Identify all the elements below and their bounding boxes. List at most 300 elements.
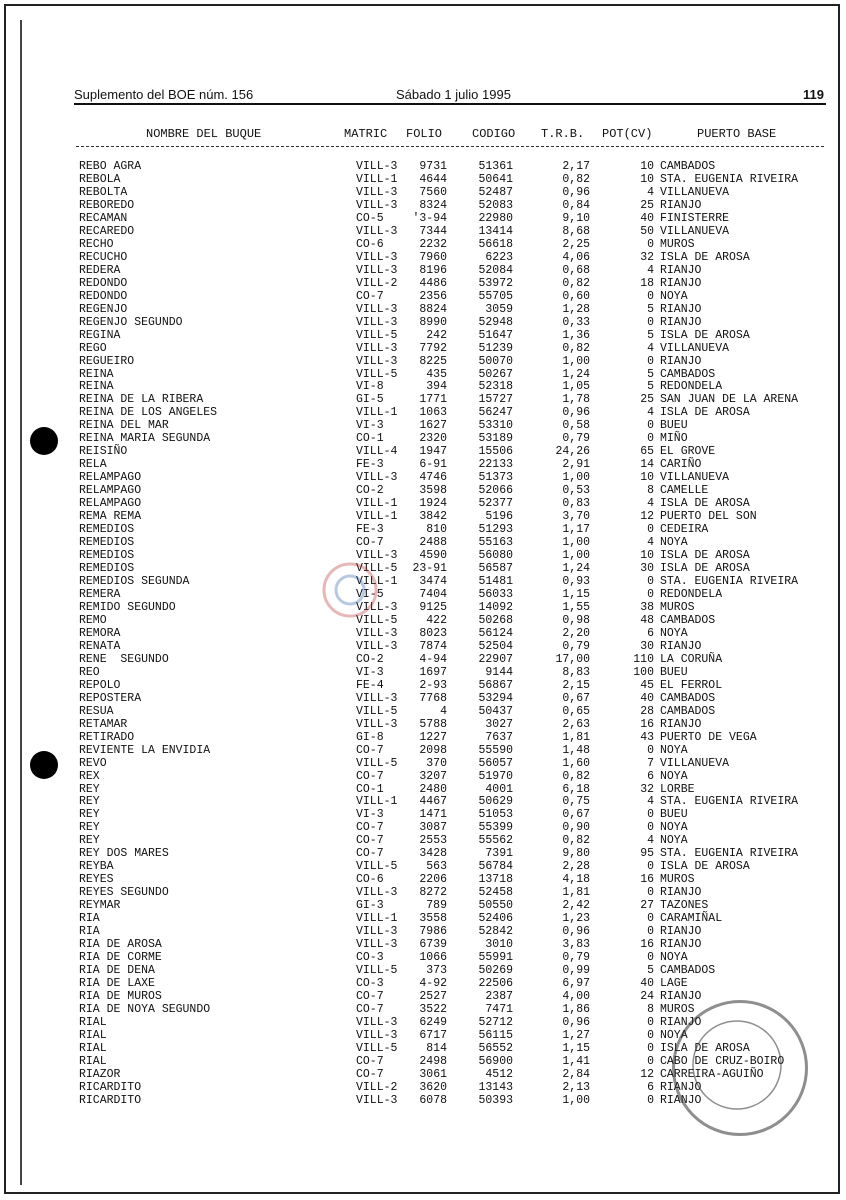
cell-codigo: 3059 bbox=[485, 302, 513, 316]
cell-trb: 0,79 bbox=[562, 639, 590, 653]
cell-port: NOYA bbox=[660, 626, 688, 640]
cell-trb: 2,91 bbox=[562, 458, 590, 472]
table-row bbox=[0, 886, 846, 899]
cell-matric: VILL-1 bbox=[356, 510, 398, 524]
table-row bbox=[0, 653, 846, 666]
cell-pot: 0 bbox=[647, 432, 654, 446]
cell-folio: 4-94 bbox=[419, 652, 447, 666]
cell-folio: 1771 bbox=[419, 393, 447, 407]
cell-name: REMEDIOS bbox=[79, 549, 135, 563]
cell-name: RIA DE LAXE bbox=[79, 977, 155, 991]
cell-folio: 2498 bbox=[419, 1054, 447, 1068]
cell-codigo: 50393 bbox=[478, 1093, 513, 1107]
cell-matric: VILL-3 bbox=[356, 471, 398, 485]
cell-trb: 1,00 bbox=[562, 1093, 590, 1107]
cell-codigo: 15506 bbox=[478, 445, 513, 459]
cell-port: RIANJO bbox=[660, 315, 702, 329]
cell-name: REDERA bbox=[79, 263, 121, 277]
cell-name: REY bbox=[79, 808, 100, 822]
cell-port: BUEU bbox=[660, 665, 688, 679]
cell-codigo: 56784 bbox=[478, 860, 513, 874]
cell-codigo: 52083 bbox=[478, 198, 513, 212]
cell-folio: 3087 bbox=[419, 821, 447, 835]
cell-name: REBOREDO bbox=[79, 198, 135, 212]
cell-matric: VILL-3 bbox=[356, 1093, 398, 1107]
cell-pot: 40 bbox=[640, 691, 654, 705]
column-header-name: NOMBRE DEL BUQUE bbox=[146, 127, 262, 141]
cell-trb: 2,84 bbox=[562, 1067, 590, 1081]
cell-name: RIAL bbox=[79, 1015, 107, 1029]
cell-trb: 17,00 bbox=[555, 652, 590, 666]
cell-codigo: 4001 bbox=[485, 782, 513, 796]
cell-name: REY DOS MARES bbox=[79, 847, 169, 861]
cell-trb: 1,00 bbox=[562, 536, 590, 550]
cell-codigo: 9144 bbox=[485, 665, 513, 679]
table-row bbox=[0, 808, 846, 821]
cell-folio: 2488 bbox=[419, 536, 447, 550]
cell-folio: 2320 bbox=[419, 432, 447, 446]
cell-trb: 2,63 bbox=[562, 717, 590, 731]
cell-port: EL FERROL bbox=[660, 678, 723, 692]
cell-name: RELAMPAGO bbox=[79, 471, 142, 485]
cell-matric: VILL-3 bbox=[356, 691, 398, 705]
cell-trb: 0,84 bbox=[562, 198, 590, 212]
cell-folio: 4746 bbox=[419, 471, 447, 485]
cell-codigo: 52842 bbox=[478, 925, 513, 939]
cell-folio: 7404 bbox=[419, 587, 447, 601]
cell-port: NOYA bbox=[660, 743, 688, 757]
cell-pot: 24 bbox=[640, 990, 654, 1003]
cell-port: CAMBADOS bbox=[660, 613, 716, 627]
table-row bbox=[0, 705, 846, 718]
cell-folio: 4644 bbox=[419, 172, 447, 186]
cell-matric: VILL-1 bbox=[356, 406, 398, 420]
cell-name: REMEDIOS bbox=[79, 536, 135, 550]
cell-trb: 1,23 bbox=[562, 912, 590, 926]
cell-pot: 5 bbox=[647, 964, 654, 978]
cell-name: REDONDO bbox=[79, 276, 128, 290]
cell-matric: VILL-5 bbox=[356, 562, 398, 576]
cell-name: REPOSTERA bbox=[79, 691, 142, 705]
cell-trb: 1,27 bbox=[562, 1028, 590, 1042]
cell-matric: VILL-3 bbox=[356, 600, 398, 614]
cell-port: VILLANUEVA bbox=[660, 224, 730, 238]
cell-pot: 10 bbox=[640, 160, 654, 173]
cell-port: VILLANUEVA bbox=[660, 471, 730, 485]
table-row bbox=[0, 173, 846, 186]
cell-trb: 0,53 bbox=[562, 484, 590, 498]
table-row bbox=[0, 873, 846, 886]
table-row bbox=[0, 821, 846, 834]
cell-folio: 3842 bbox=[419, 510, 447, 524]
cell-matric: VILL-5 bbox=[356, 328, 398, 342]
cell-trb: 1,60 bbox=[562, 756, 590, 770]
cell-folio: 1924 bbox=[419, 497, 447, 511]
cell-folio: 2098 bbox=[419, 743, 447, 757]
cell-pot: 28 bbox=[640, 704, 654, 718]
cell-port: STA. EUGENIA RIVEIRA bbox=[660, 172, 799, 186]
cell-trb: 0,82 bbox=[562, 341, 590, 355]
cell-folio: 1063 bbox=[419, 406, 447, 420]
cell-name: REYBA bbox=[79, 860, 114, 874]
cell-matric: VI-8 bbox=[356, 380, 384, 394]
table-row bbox=[0, 834, 846, 847]
cell-port: RIANJO bbox=[660, 276, 702, 290]
cell-name: REINA DE LOS ANGELES bbox=[79, 406, 218, 420]
cell-folio: 2553 bbox=[419, 834, 447, 848]
cell-port: CAMBADOS bbox=[660, 691, 716, 705]
cell-pot: 0 bbox=[647, 821, 654, 835]
cell-port: ISLA DE AROSA bbox=[660, 860, 750, 874]
cell-pot: 95 bbox=[640, 847, 654, 861]
cell-folio: 6739 bbox=[419, 938, 447, 952]
cell-folio: 8196 bbox=[419, 263, 447, 277]
cell-port: CAMBADOS bbox=[660, 704, 716, 718]
cell-codigo: 51239 bbox=[478, 341, 513, 355]
cell-matric: CO-2 bbox=[356, 652, 384, 666]
cell-name: REGUEIRO bbox=[79, 354, 135, 368]
cell-codigo: 52712 bbox=[478, 1015, 513, 1029]
cell-port: NOYA bbox=[660, 289, 688, 303]
cell-port: RIANJO bbox=[660, 886, 702, 900]
cell-name: REMA REMA bbox=[79, 510, 142, 524]
cell-folio: 6249 bbox=[419, 1015, 447, 1029]
cell-port: MUROS bbox=[660, 873, 695, 887]
cell-matric: VILL-3 bbox=[356, 198, 398, 212]
vessel-table bbox=[0, 160, 846, 1107]
cell-folio: 7344 bbox=[419, 224, 447, 238]
cell-trb: 0,98 bbox=[562, 613, 590, 627]
cell-name: REY bbox=[79, 795, 100, 809]
cell-codigo: 55590 bbox=[478, 743, 513, 757]
cell-codigo: 2387 bbox=[485, 990, 513, 1003]
cell-port: ISLA DE AROSA bbox=[660, 250, 750, 264]
cell-name: REMO bbox=[79, 613, 107, 627]
cell-codigo: 56618 bbox=[478, 237, 513, 251]
cell-trb: 9,10 bbox=[562, 211, 590, 225]
cell-matric: VILL-5 bbox=[356, 756, 398, 770]
cell-folio: 23-91 bbox=[412, 562, 447, 576]
cell-folio: 3474 bbox=[419, 575, 447, 588]
cell-name: REGENJO SEGUNDO bbox=[79, 315, 183, 329]
cell-name: RECUCHO bbox=[79, 250, 128, 264]
cell-matric: VILL-3 bbox=[356, 626, 398, 640]
cell-folio: 3598 bbox=[419, 484, 447, 498]
cell-name: REMEDIOS bbox=[79, 562, 135, 576]
cell-pot: 14 bbox=[640, 458, 654, 472]
cell-trb: 0,79 bbox=[562, 951, 590, 965]
cell-port: RIANJO bbox=[660, 990, 702, 1003]
cell-codigo: 50437 bbox=[478, 704, 513, 718]
cell-port: REDONDELA bbox=[660, 587, 723, 601]
cell-folio: 8023 bbox=[419, 626, 447, 640]
cell-port: VILLANUEVA bbox=[660, 341, 730, 355]
cell-codigo: 51970 bbox=[478, 769, 513, 783]
cell-matric: GI-3 bbox=[356, 899, 384, 913]
cell-pot: 0 bbox=[647, 808, 654, 822]
cell-pot: 0 bbox=[647, 860, 654, 874]
table-row bbox=[0, 393, 846, 406]
cell-pot: 5 bbox=[647, 380, 654, 394]
cell-pot: 48 bbox=[640, 613, 654, 627]
cell-trb: 1,24 bbox=[562, 562, 590, 576]
cell-name: REGENJO bbox=[79, 302, 128, 316]
cell-folio: 7986 bbox=[419, 925, 447, 939]
table-row bbox=[0, 329, 846, 342]
cell-trb: 2,20 bbox=[562, 626, 590, 640]
cell-trb: 1,00 bbox=[562, 471, 590, 485]
table-row bbox=[0, 380, 846, 393]
cell-codigo: 3010 bbox=[485, 938, 513, 952]
table-row bbox=[0, 536, 846, 549]
cell-pot: 6 bbox=[647, 1080, 654, 1094]
cell-folio: 1227 bbox=[419, 730, 447, 744]
cell-codigo: 3027 bbox=[485, 717, 513, 731]
cell-port: TAZONES bbox=[660, 899, 709, 913]
cell-pot: 25 bbox=[640, 393, 654, 407]
cell-trb: 2,13 bbox=[562, 1080, 590, 1094]
cell-trb: 0,65 bbox=[562, 704, 590, 718]
cell-codigo: 50629 bbox=[478, 795, 513, 809]
cell-pot: 0 bbox=[647, 419, 654, 433]
cell-trb: 9,80 bbox=[562, 847, 590, 861]
cell-folio: 7960 bbox=[419, 250, 447, 264]
cell-port: RIANJO bbox=[660, 354, 702, 368]
cell-matric: CO-7 bbox=[356, 1067, 384, 1081]
cell-pot: 27 bbox=[640, 899, 654, 913]
cell-matric: CO-2 bbox=[356, 484, 384, 498]
table-row bbox=[0, 990, 846, 1003]
cell-codigo: 56587 bbox=[478, 562, 513, 576]
cell-pot: 5 bbox=[647, 367, 654, 381]
cell-folio: 3620 bbox=[419, 1080, 447, 1094]
table-row bbox=[0, 640, 846, 653]
cell-codigo: 50268 bbox=[478, 613, 513, 627]
cell-trb: 2,28 bbox=[562, 860, 590, 874]
cell-matric: CO-7 bbox=[356, 1054, 384, 1068]
table-row bbox=[0, 912, 846, 925]
cell-name: RECAREDO bbox=[79, 224, 135, 238]
table-row bbox=[0, 355, 846, 368]
table-row bbox=[0, 316, 846, 329]
cell-folio: 2356 bbox=[419, 289, 447, 303]
cell-codigo: 52377 bbox=[478, 497, 513, 511]
cell-port: PUERTO DE VEGA bbox=[660, 730, 757, 744]
cell-folio: 8225 bbox=[419, 354, 447, 368]
cell-name: REMIDO SEGUNDO bbox=[79, 600, 176, 614]
cell-codigo: 50641 bbox=[478, 172, 513, 186]
cell-port: BUEU bbox=[660, 808, 688, 822]
cell-folio: 8824 bbox=[419, 302, 447, 316]
cell-pot: 4 bbox=[647, 795, 654, 809]
cell-port: NOYA bbox=[660, 536, 688, 550]
cell-name: REMERA bbox=[79, 587, 121, 601]
cell-folio: '3-94 bbox=[412, 211, 447, 225]
cell-pot: 30 bbox=[640, 562, 654, 576]
cell-matric: CO-5 bbox=[356, 211, 384, 225]
cell-folio: 3558 bbox=[419, 912, 447, 926]
cell-name: RETAMAR bbox=[79, 717, 128, 731]
cell-codigo: 13143 bbox=[478, 1080, 513, 1094]
cell-port: RIANJO bbox=[660, 263, 702, 277]
cell-codigo: 51373 bbox=[478, 471, 513, 485]
cell-codigo: 14092 bbox=[478, 600, 513, 614]
cell-port: LA CORUÑA bbox=[660, 652, 723, 666]
cell-matric: CO-3 bbox=[356, 977, 384, 991]
cell-port: NOYA bbox=[660, 951, 688, 965]
cell-codigo: 7471 bbox=[485, 1002, 513, 1016]
cell-trb: 1,41 bbox=[562, 1054, 590, 1068]
cell-trb: 6,97 bbox=[562, 977, 590, 991]
cell-pot: 8 bbox=[647, 484, 654, 498]
cell-pot: 0 bbox=[647, 1015, 654, 1029]
cell-pot: 4 bbox=[647, 536, 654, 550]
table-row bbox=[0, 251, 846, 264]
table-row bbox=[0, 757, 846, 770]
cell-name: RIAL bbox=[79, 1054, 107, 1068]
cell-trb: 1,15 bbox=[562, 587, 590, 601]
cell-folio: 8324 bbox=[419, 198, 447, 212]
cell-codigo: 55399 bbox=[478, 821, 513, 835]
cell-codigo: 55705 bbox=[478, 289, 513, 303]
cell-name: RIA bbox=[79, 912, 100, 926]
cell-trb: 0,96 bbox=[562, 1015, 590, 1029]
cell-matric: VILL-3 bbox=[356, 160, 398, 173]
cell-matric: VILL-3 bbox=[356, 341, 398, 355]
cell-matric: VILL-3 bbox=[356, 185, 398, 199]
cell-trb: 1,00 bbox=[562, 354, 590, 368]
cell-port: REDONDELA bbox=[660, 380, 723, 394]
cell-port: BUEU bbox=[660, 419, 688, 433]
cell-codigo: 52084 bbox=[478, 263, 513, 277]
cell-pot: 0 bbox=[647, 912, 654, 926]
cell-matric: GI-8 bbox=[356, 730, 384, 744]
cell-folio: 7874 bbox=[419, 639, 447, 653]
cell-trb: 0,58 bbox=[562, 419, 590, 433]
header-rule bbox=[74, 103, 826, 105]
cell-trb: 0,33 bbox=[562, 315, 590, 329]
cell-port: CAMELLE bbox=[660, 484, 709, 498]
cell-port: RIANJO bbox=[660, 198, 702, 212]
cell-folio: 1066 bbox=[419, 951, 447, 965]
cell-folio: 2-93 bbox=[419, 678, 447, 692]
cell-trb: 3,83 bbox=[562, 938, 590, 952]
table-row bbox=[0, 666, 846, 679]
cell-trb: 4,06 bbox=[562, 250, 590, 264]
cell-trb: 1,00 bbox=[562, 549, 590, 563]
cell-folio: 1471 bbox=[419, 808, 447, 822]
cell-trb: 24,26 bbox=[555, 445, 590, 459]
cell-folio: 4590 bbox=[419, 549, 447, 563]
cell-folio: 3061 bbox=[419, 1067, 447, 1081]
cell-pot: 4 bbox=[647, 406, 654, 420]
cell-matric: FE-3 bbox=[356, 523, 384, 537]
cell-name: REY bbox=[79, 834, 100, 848]
cell-port: STA. EUGENIA RIVEIRA bbox=[660, 847, 799, 861]
cell-folio: 1627 bbox=[419, 419, 447, 433]
cell-port: NOYA bbox=[660, 821, 688, 835]
cell-codigo: 50267 bbox=[478, 367, 513, 381]
cell-codigo: 56900 bbox=[478, 1054, 513, 1068]
cell-name: REINA DEL MAR bbox=[79, 419, 169, 433]
cell-matric: VILL-5 bbox=[356, 704, 398, 718]
cell-pot: 4 bbox=[647, 834, 654, 848]
table-row bbox=[0, 783, 846, 796]
table-row bbox=[0, 744, 846, 757]
cell-name: RENATA bbox=[79, 639, 121, 653]
cell-name: RIA DE DENA bbox=[79, 964, 155, 978]
cell-name: REYMAR bbox=[79, 899, 121, 913]
cell-trb: 3,70 bbox=[562, 510, 590, 524]
cell-matric: VILL-1 bbox=[356, 172, 398, 186]
cell-codigo: 52458 bbox=[478, 886, 513, 900]
cell-pot: 0 bbox=[647, 237, 654, 251]
cell-codigo: 51481 bbox=[478, 575, 513, 588]
cell-matric: VILL-4 bbox=[356, 445, 398, 459]
cell-name: RESUA bbox=[79, 704, 114, 718]
cell-folio: 2206 bbox=[419, 873, 447, 887]
cell-pot: 0 bbox=[647, 575, 654, 588]
cell-matric: VILL-5 bbox=[356, 367, 398, 381]
cell-matric: CO-7 bbox=[356, 743, 384, 757]
cell-name: RIA DE MUROS bbox=[79, 990, 162, 1003]
cell-codigo: 56033 bbox=[478, 587, 513, 601]
cell-matric: VILL-3 bbox=[356, 263, 398, 277]
cell-pot: 0 bbox=[647, 587, 654, 601]
cell-name: REGO bbox=[79, 341, 107, 355]
cell-folio: 563 bbox=[426, 860, 447, 874]
cell-name: REMORA bbox=[79, 626, 121, 640]
cell-codigo: 55163 bbox=[478, 536, 513, 550]
cell-codigo: 52406 bbox=[478, 912, 513, 926]
cell-trb: 2,42 bbox=[562, 899, 590, 913]
cell-trb: 1,15 bbox=[562, 1041, 590, 1055]
cell-pot: 38 bbox=[640, 600, 654, 614]
column-header-matric: MATRIC bbox=[344, 127, 388, 141]
cell-port: MUROS bbox=[660, 600, 695, 614]
cell-port: ISLA DE AROSA bbox=[660, 549, 750, 563]
cell-matric: VILL-3 bbox=[356, 639, 398, 653]
cell-codigo: 56552 bbox=[478, 1041, 513, 1055]
column-header-folio: FOLIO bbox=[406, 127, 443, 141]
cell-pot: 10 bbox=[640, 549, 654, 563]
cell-trb: 0,83 bbox=[562, 497, 590, 511]
table-row bbox=[0, 186, 846, 199]
cell-codigo: 56115 bbox=[478, 1028, 513, 1042]
cell-port: CABO DE CRUZ-BOIRO bbox=[660, 1054, 785, 1068]
cell-codigo: 53294 bbox=[478, 691, 513, 705]
cell-pot: 18 bbox=[640, 276, 654, 290]
cell-trb: 0,99 bbox=[562, 964, 590, 978]
cell-folio: 7768 bbox=[419, 691, 447, 705]
cell-name: RIA DE NOYA SEGUNDO bbox=[79, 1002, 211, 1016]
cell-trb: 0,67 bbox=[562, 691, 590, 705]
cell-matric: VILL-3 bbox=[356, 925, 398, 939]
table-row bbox=[0, 549, 846, 562]
cell-codigo: 50070 bbox=[478, 354, 513, 368]
cell-codigo: 50269 bbox=[478, 964, 513, 978]
table-row bbox=[0, 406, 846, 419]
cell-matric: VILL-2 bbox=[356, 1080, 398, 1094]
cell-pot: 5 bbox=[647, 328, 654, 342]
watermark-logo bbox=[320, 560, 380, 620]
cell-folio: 3522 bbox=[419, 1002, 447, 1016]
cell-name: RIA bbox=[79, 925, 100, 939]
table-row bbox=[0, 692, 846, 705]
cell-pot: 12 bbox=[640, 1067, 654, 1081]
cell-codigo: 52487 bbox=[478, 185, 513, 199]
cell-folio: 3428 bbox=[419, 847, 447, 861]
